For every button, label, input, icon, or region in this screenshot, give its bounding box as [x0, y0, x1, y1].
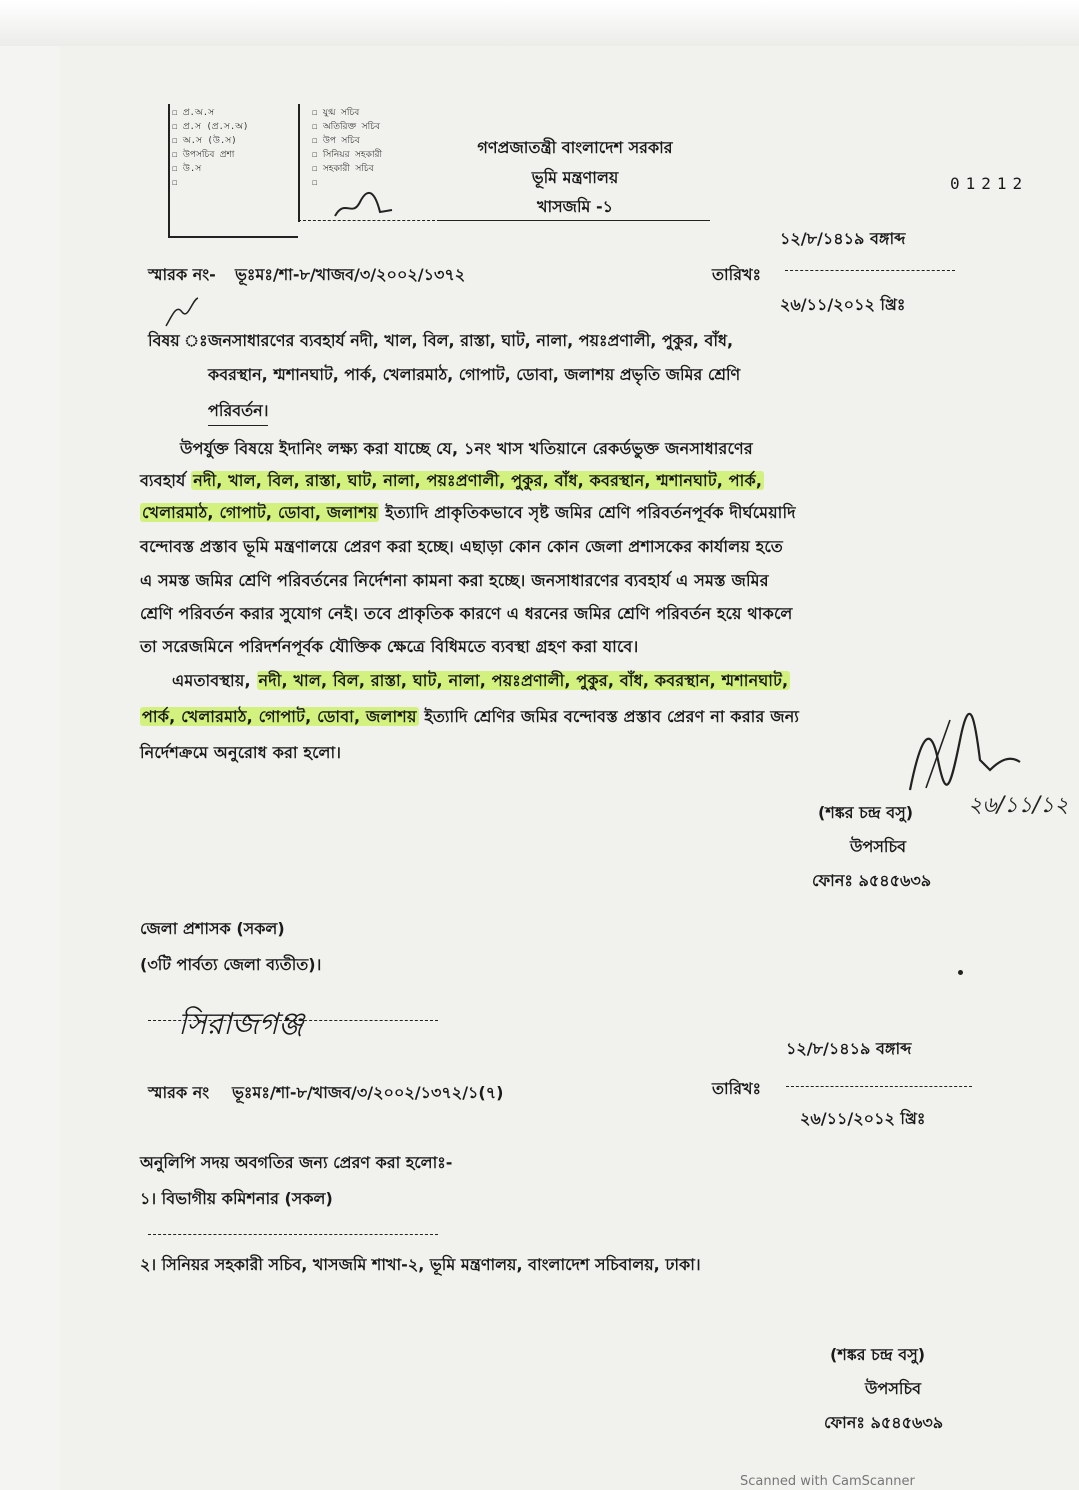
- stamp-initial-scribble: [330, 188, 400, 222]
- highlighted-text: নদী, খাল, বিল, রাস্তা, ঘাট, নালা, পয়ঃপ্রণালী, পুকুর, বাঁধ, কবরস্থান, শ্মশানঘাট,: [258, 671, 789, 690]
- body-line: [140, 500, 796, 527]
- signatory-designation: উপসচিব: [850, 837, 907, 856]
- stamp-left-row: ☐ উপসচিব প্রশা: [172, 150, 235, 160]
- recipient-line: জেলা প্রশাসক (সকল): [140, 919, 285, 938]
- stamp-left-row: ☐ অ.স (উ.স): [172, 136, 237, 146]
- subject-line: কবরস্থান, শ্মশানঘাট, পার্ক, খেলারমাঠ, গোপাট, ডোবা, জলাশয় প্রভৃতি জমির শ্রেণি: [208, 365, 741, 384]
- body-line: [172, 668, 790, 695]
- subject-line: জনসাধারণের ব্যবহার্য নদী, খাল, বিল, রাস্তা, ঘাট, নালা, পয়ঃপ্রণালী, পুকুর, বাঁধ,: [208, 331, 734, 350]
- memo1-date-english: ২৬/১১/২০১২ খ্রিঃ: [780, 295, 906, 314]
- copies-item: ১। বিভাগীয় কমিশনার (সকল): [140, 1189, 333, 1208]
- scanner-watermark: Scanned with CamScanner: [740, 1474, 915, 1489]
- top-gradient-bar: [0, 0, 1079, 46]
- body-line: উপর্যুক্ত বিষয়ে ইদানিং লক্ষ্য করা যাচ্ছে যে, ১নং খাস খতিয়ানে রেকর্ডভুক্ত জনসাধারণের: [180, 439, 753, 458]
- ministry-name: ভূমি মন্ত্রণালয়: [531, 168, 619, 187]
- stamp-left-row: ☐ প্র.অ.স: [172, 108, 215, 118]
- memo2-date-label: তারিখঃ: [712, 1079, 762, 1098]
- memo2-date-english: ২৬/১১/২০১২ খ্রিঃ: [800, 1109, 926, 1128]
- highlighted-text: পার্ক, খেলারমাঠ, গোপাট, ডোবা, জলাশয়: [142, 707, 417, 726]
- memo1-date-dashes: [785, 270, 955, 271]
- body-line: নির্দেশক্রমে অনুরোধ করা হলো।: [140, 743, 342, 762]
- stamp-right-row: ☐: [312, 178, 318, 188]
- handwritten-recipient: সিরাজগঞ্জ: [178, 1007, 304, 1042]
- body-line: বন্দোবস্ত প্রস্তাব ভূমি মন্ত্রণালয়ে প্রেরণ করা হচ্ছে। এছাড়া কোন কোন জেলা প্রশাসকের কার্যালয় হতে: [140, 537, 783, 556]
- stamp-right-row: ☐ অতিরিক্ত সচিব: [312, 122, 381, 132]
- subject-label: বিষয় ঃ: [148, 331, 208, 350]
- highlighted-text: নদী, খাল, বিল, রাস্তা, ঘাট, নালা, পয়ঃপ্রণালী, পুকুর, বাঁধ, কবরস্থান, শ্মশানঘাট, পার্ক,: [193, 471, 763, 490]
- stamp-left-row: ☐ উ.স: [172, 164, 202, 174]
- body-text: ইত্যাদি শ্রেণির জমির বন্দোবস্ত প্রস্তাব প্রেরণ না করার জন্য: [424, 707, 800, 726]
- copies-intro: অনুলিপি সদয় অবগতির জন্য প্রেরণ করা হলোঃ-: [140, 1153, 453, 1172]
- stamp-left-row: ☐: [172, 178, 178, 188]
- government-name: গণপ্রজাতন্ত্রী বাংলাদেশ সরকার: [477, 138, 673, 157]
- memo2-date-bangla: ১২/৮/১৪১৯ বঙ্গাব্দ: [786, 1039, 912, 1058]
- body-text: ইত্যাদি প্রাকৃতিকভাবে সৃষ্ট জমির শ্রেণি পরিবর্তনপূর্বক দীর্ঘমেয়াদি: [385, 503, 796, 522]
- signatory-phone: ফোনঃ ৯৫৪৫৬৩৯: [812, 871, 932, 890]
- memo2-ref-number: ভূঃমঃ/শা-৮/খাজব/৩/২০০২/১৩৭২/১(৭): [232, 1083, 504, 1102]
- memo1-ref-number: ভূঃমঃ/শা-৮/খাজব/৩/২০০২/১৩৭২: [235, 265, 466, 284]
- recipient-line: (৩টি পার্বত্য জেলা ব্যতীত)।: [140, 955, 322, 974]
- memo2-date-dashes: [786, 1086, 972, 1087]
- stamp-left-row: ☐ প্র.স (প্র.স.অ): [172, 122, 249, 132]
- handwritten-date: ২৬/১১/১২: [968, 793, 1069, 818]
- signatory-phone: ফোনঃ ৯৫৪৫৬৩৯: [824, 1413, 944, 1432]
- body-text: এমতাবস্থায়,: [172, 671, 251, 690]
- memo2-ref-label: স্মারক নং: [148, 1083, 210, 1102]
- subject-line: পরিবর্তন।: [208, 398, 268, 426]
- body-text: ব্যবহার্য: [140, 471, 186, 490]
- body-line: তা সরেজমিনে পরিদর্শনপূর্বক যৌক্তিক ক্ষেত্রে বিধিমতে ব্যবস্থা গ্রহণ করা যাবে।: [140, 637, 639, 656]
- memo1-date-label: তারিখঃ: [712, 265, 762, 284]
- signatory-designation: উপসচিব: [865, 1379, 922, 1398]
- body-line: এ সমস্ত জমির শ্রেণি পরিবর্তনের নির্দেশনা কামনা করা হচ্ছে। জনসাধারণের ব্যবহার্য এ সমস্ত জমির: [140, 571, 769, 590]
- memo1-date-bangla: ১২/৮/১৪১৯ বঙ্গাব্দ: [780, 229, 906, 248]
- stamp-right-row: ☐ উপ সচিব: [312, 136, 360, 146]
- stamp-right-row: ☐ যুগ্ম সচিব: [312, 108, 360, 118]
- ink-dot: [958, 970, 963, 975]
- memo1-ref-label: স্মারক নং-: [148, 265, 216, 284]
- pen-mark-icon: [162, 296, 202, 330]
- signatory-name: (শঙ্কর চন্দ্র বসু): [830, 1345, 926, 1364]
- body-line: শ্রেণি পরিবর্তন করার সুযোগ নেই। তবে প্রাকৃতিক কারণে এ ধরনের জমির শ্রেণি পরিবর্তন হয়ে থাকলে: [140, 604, 793, 623]
- copies-item: ২। সিনিয়র সহকারী সচিব, খাসজমি শাখা-২, ভূমি মন্ত্রণালয়, বাংলাদেশ সচিবালয়, ঢাকা।: [140, 1255, 701, 1274]
- body-line: [140, 468, 764, 495]
- serial-number-stamp: 01212: [950, 174, 1029, 193]
- stamp-right-row: ☐ সিনিয়র সহকারী: [312, 150, 383, 160]
- copies-separator: [148, 1234, 438, 1235]
- body-line: [140, 704, 799, 731]
- section-name: খাসজমি -১: [440, 194, 710, 221]
- signatory-name: (শঙ্কর চন্দ্র বসু): [818, 803, 914, 822]
- stamp-right-row: ☐ সহকারী সচিব: [312, 164, 374, 174]
- highlighted-text: খেলারমাঠ, গোপাট, ডোবা, জলাশয়: [142, 503, 378, 522]
